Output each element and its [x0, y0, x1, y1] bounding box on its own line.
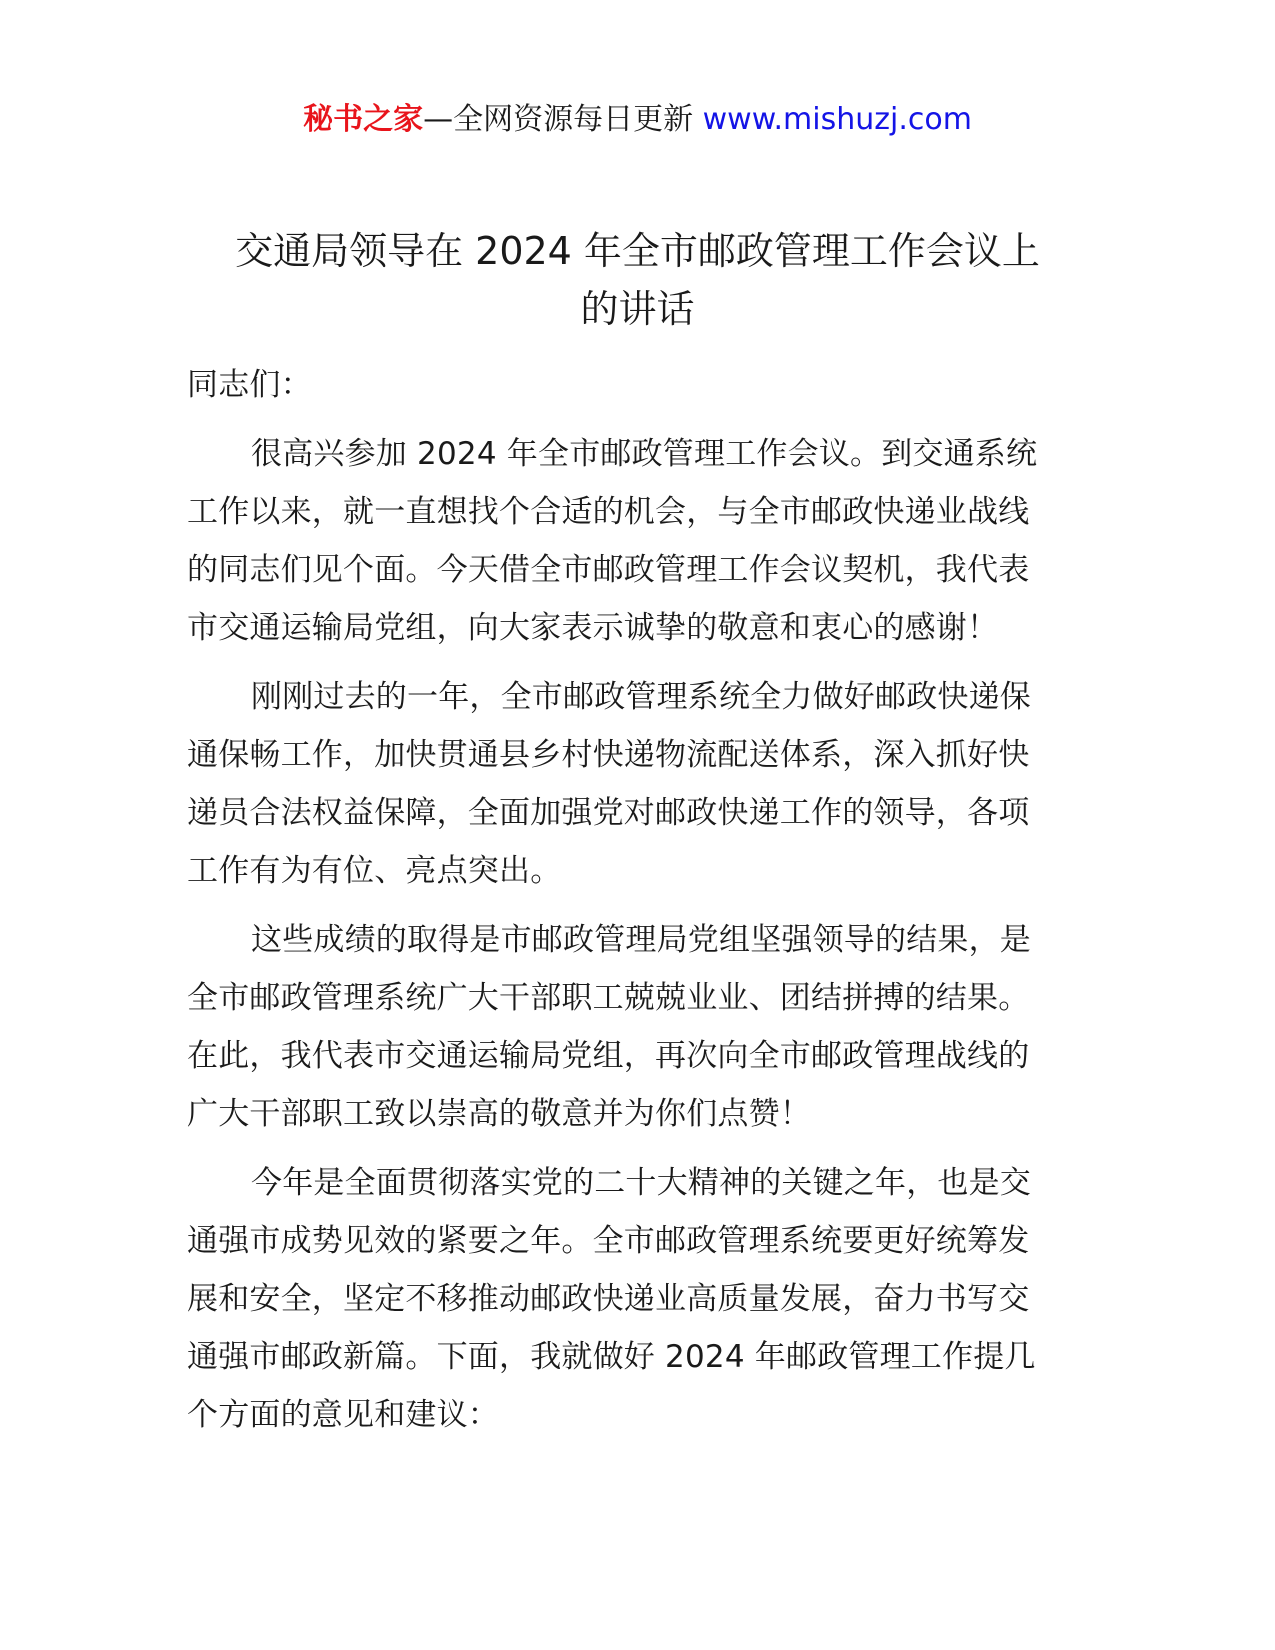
paragraph	[187, 668, 1087, 900]
paragraph-line: 刚刚过去的一年，全市邮政管理系统全力做好邮政快递保	[251, 679, 1031, 715]
title-line: 交通局领导在 2024 年全市邮政管理工作会议上	[235, 229, 1040, 273]
paragraph-line: 个方面的意见和建议：	[187, 1397, 499, 1433]
paragraph-line: 展和安全，坚定不移推动邮政快递业高质量发展，奋力书写交	[187, 1281, 1030, 1317]
site-header	[0, 98, 1275, 142]
document-title	[150, 222, 1125, 338]
paragraph-line: 工作以来，就一直想找个合适的机会，与全市邮政快递业战线	[187, 494, 1030, 530]
header-tagline: —全网资源每日更新	[423, 102, 694, 137]
title-line: 的讲话	[580, 287, 695, 331]
site-url-link[interactable]: www.mishuzj.com	[702, 102, 972, 137]
paragraph-line: 今年是全面贯彻落实党的二十大精神的关键之年，也是交	[251, 1165, 1031, 1201]
paragraph-line: 市交通运输局党组，向大家表示诚挚的敬意和衷心的感谢！	[187, 610, 999, 646]
paragraph-line: 很高兴参加 2024 年全市邮政管理工作会议。到交通系统	[251, 436, 1038, 472]
paragraph-line: 广大干部职工致以崇高的敬意并为你们点赞！	[187, 1096, 811, 1132]
paragraph-line: 这些成绩的取得是市邮政管理局党组坚强领导的结果，是	[251, 922, 1031, 958]
paragraph-line: 通保畅工作，加快贯通县乡村快递物流配送体系，深入抓好快	[187, 737, 1030, 773]
greeting: 同志们：	[187, 367, 312, 403]
paragraph	[187, 425, 1087, 657]
brand-name: 秘书之家	[303, 102, 424, 137]
paragraph	[187, 911, 1087, 1143]
paragraph-line: 通强市成势见效的紧要之年。全市邮政管理系统要更好统筹发	[187, 1223, 1030, 1259]
paragraph-line: 在此，我代表市交通运输局党组，再次向全市邮政管理战线的	[187, 1038, 1030, 1074]
paragraph	[187, 1154, 1087, 1444]
paragraph-line: 的同志们见个面。今天借全市邮政管理工作会议契机，我代表	[187, 552, 1030, 588]
paragraph-line: 全市邮政管理系统广大干部职工兢兢业业、团结拼搏的结果。	[187, 980, 1030, 1016]
document-body	[187, 356, 1087, 1455]
paragraph-line: 递员合法权益保障，全面加强党对邮政快递工作的领导，各项	[187, 795, 1030, 831]
paragraph-line: 工作有为有位、亮点突出。	[187, 853, 562, 889]
paragraph-line: 通强市邮政新篇。下面，我就做好 2024 年邮政管理工作提几	[187, 1339, 1036, 1375]
